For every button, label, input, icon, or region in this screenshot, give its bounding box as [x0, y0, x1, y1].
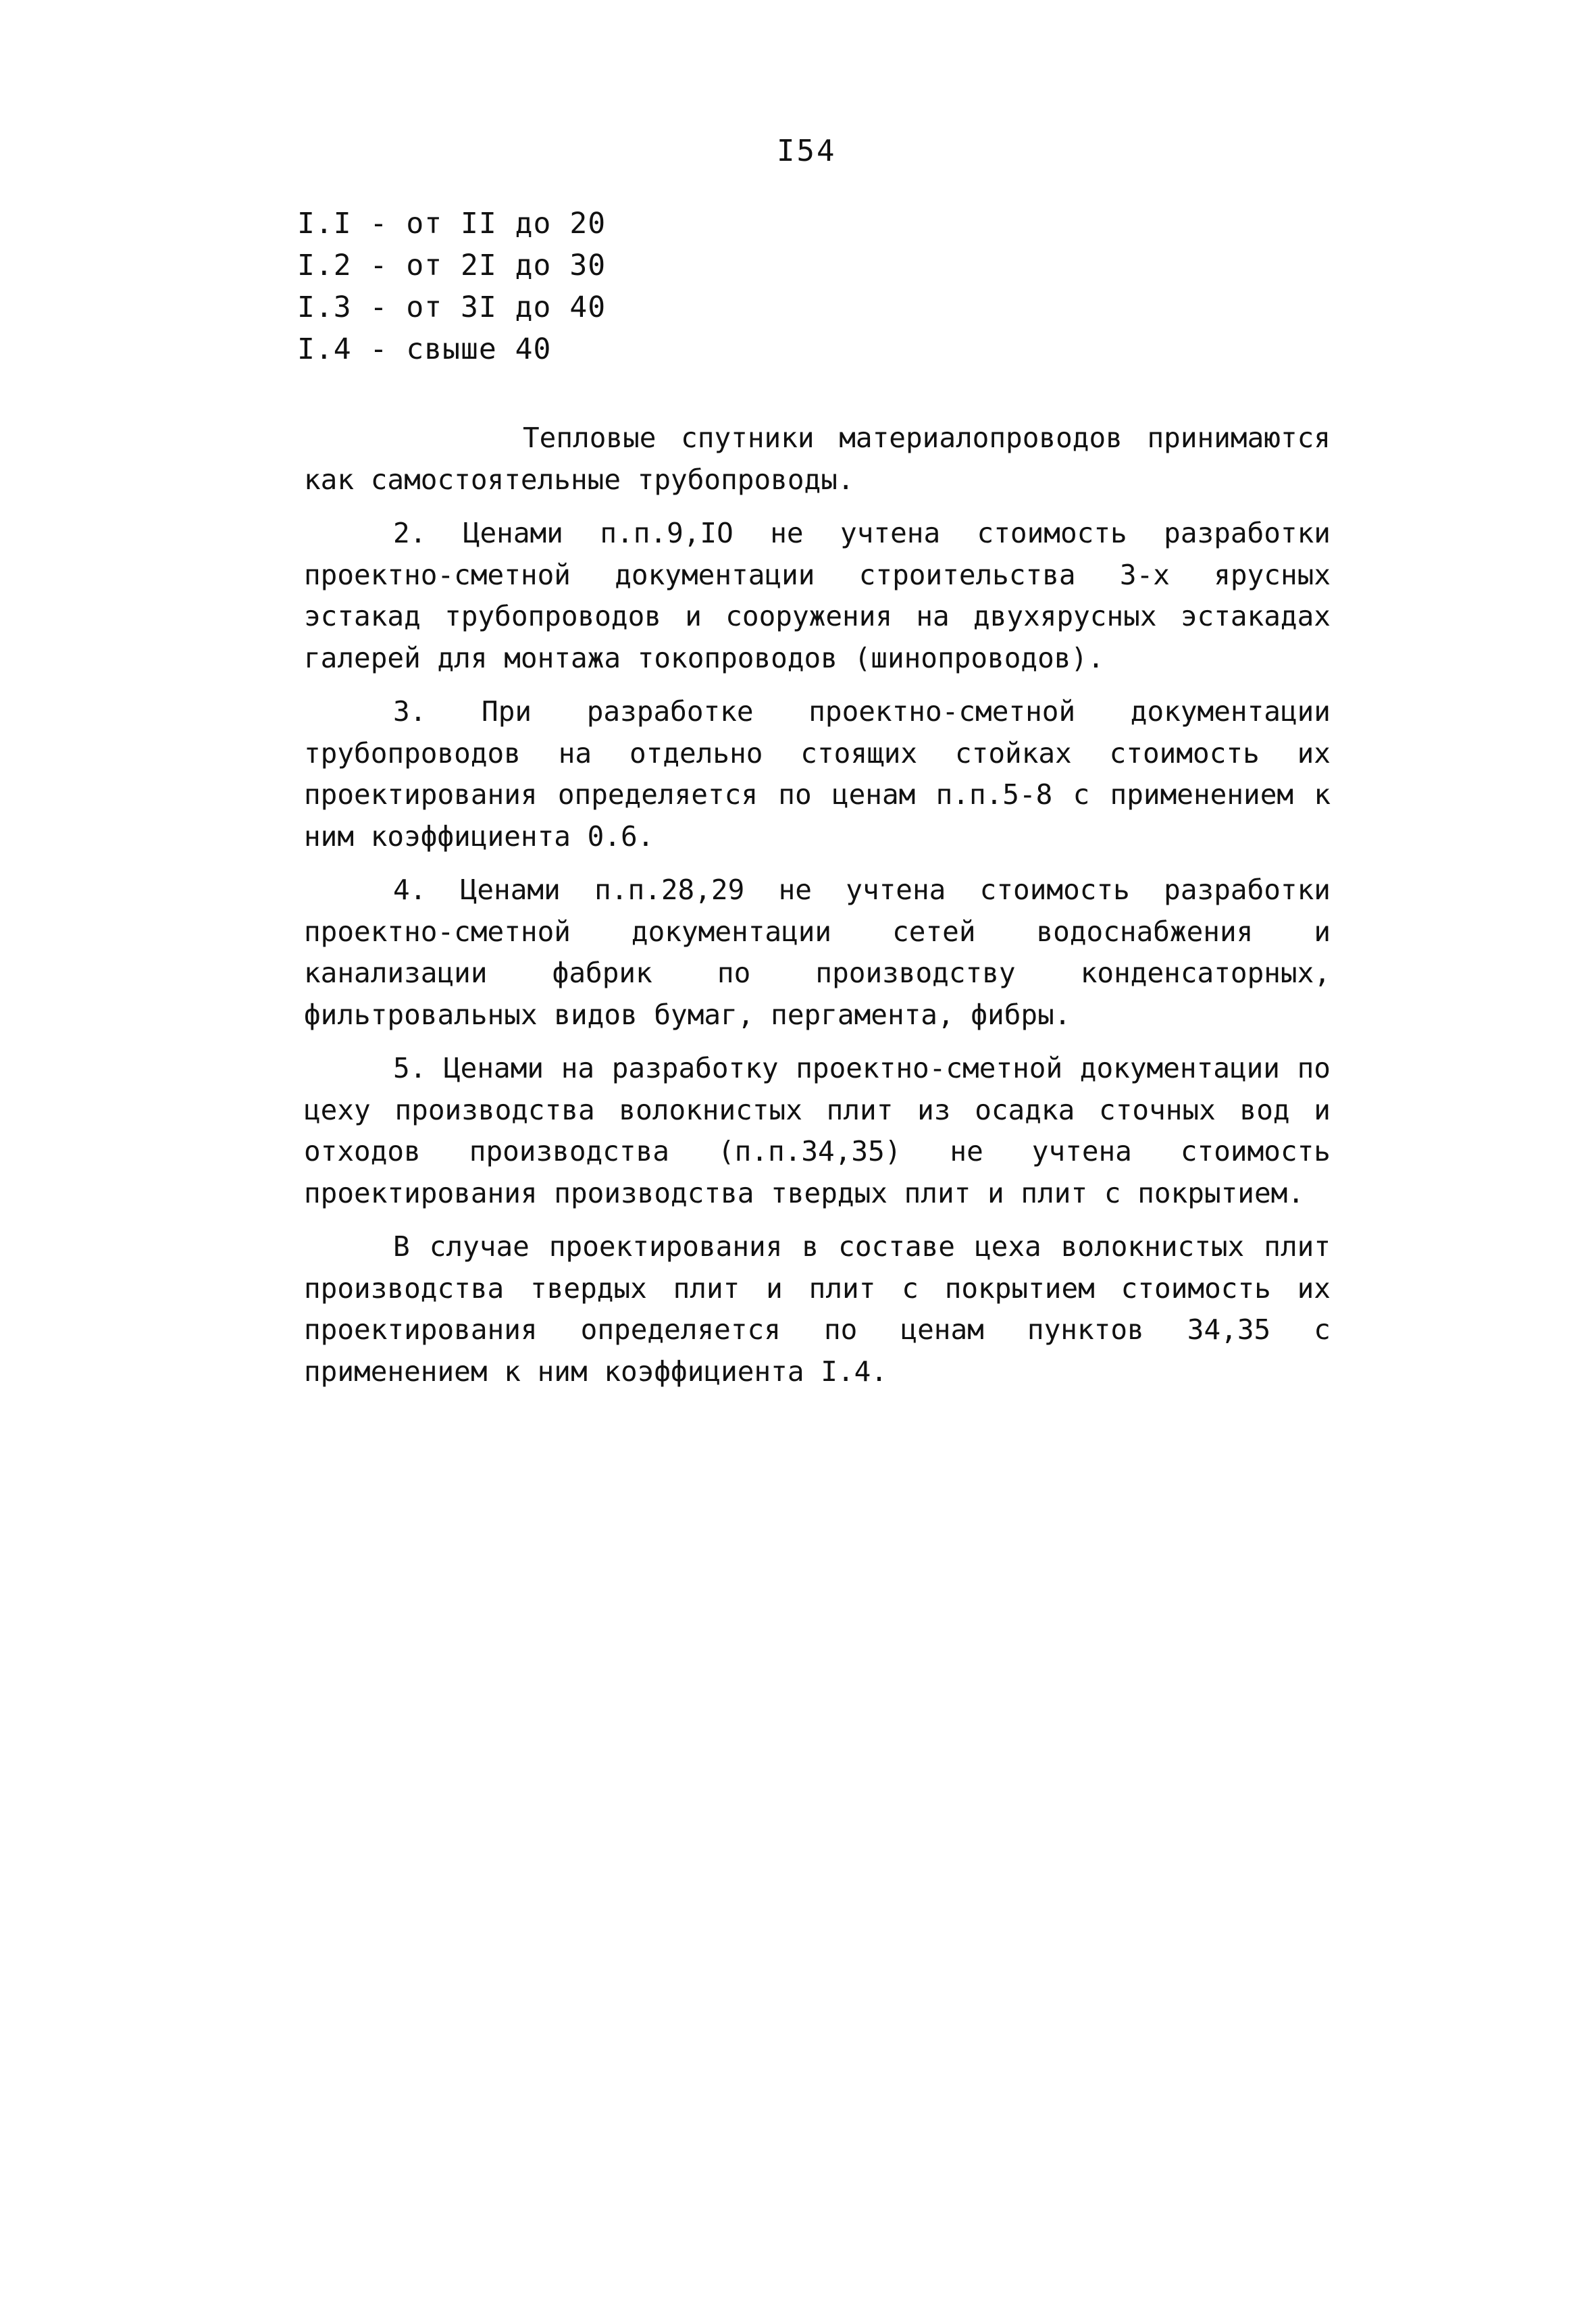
range-item: I.I - от II до 20: [297, 207, 607, 241]
paragraph-note-5-continuation: В случае проектирования в составе цеха волокнистых плит производства твердых плит и плит с покрытием стоимость их проектирования определяется по ценам пунктов 34,35 с применением к ним коэффициента I.4.: [304, 1230, 1331, 1388]
range-item: I.2 - от 2I до 30: [297, 249, 607, 282]
body-text: [304, 418, 1331, 1392]
page-number: I54: [777, 134, 837, 168]
paragraph-note-2: 2. Ценами п.п.9,IO не учтена стоимость разработки проектно-сметной документации строительства 3-х ярусных эстакад трубопроводов и сооружения на двухярусных эстакадах галерей для монтажа токопроводов (шинопроводов).: [304, 517, 1331, 674]
range-list: [297, 203, 606, 370]
range-item: I.3 - от 3I до 40: [297, 291, 607, 324]
paragraph-note-4: 4. Ценами п.п.28,29 не учтена стоимость разработки проектно-сметной документации сетей водоснабжения и канализации фабрик по производству конденсаторных, фильтровальных видов бумаг, пергамента, фибры.: [304, 874, 1331, 1031]
paragraph-heat-satellites: Тепловые спутники материалопроводов принимаются как самостоятельные трубопроводы.: [304, 422, 1331, 496]
paragraph-note-5: 5. Ценами на разработку проектно-сметной документации по цеху производства волокнистых плит из осадка сточных вод и отходов производства (п.п.34,35) не учтена стоимость проектирования производства твердых плит и плит с покрытием.: [304, 1052, 1331, 1209]
range-item: I.4 - свыше 40: [297, 332, 552, 366]
paragraph-note-3: 3. При разработке проектно-сметной документации трубопроводов на отдельно стоящих стойках стоимость их проектирования определяется по ценам п.п.5-8 с применением к ним коэффициента 0.6.: [304, 695, 1331, 853]
